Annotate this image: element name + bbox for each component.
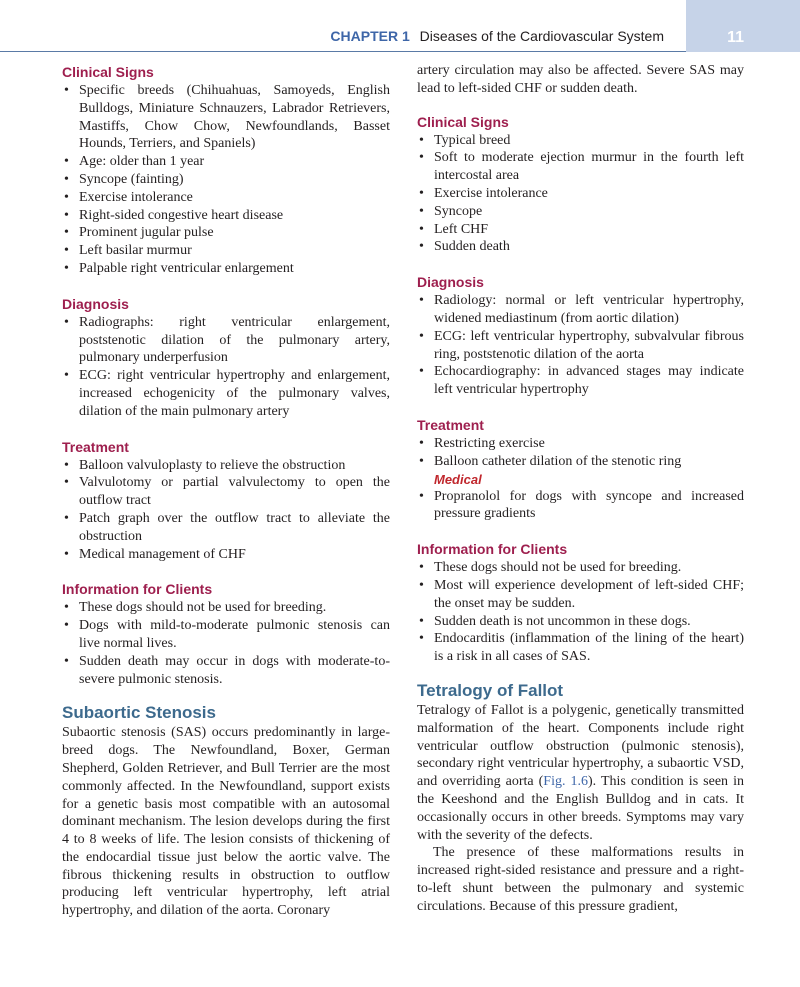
page-number-tab [686, 0, 800, 52]
subaortic-stenosis-paragraph: Subaortic stenosis (SAS) occurs predominantly in large-breed dogs. The Newfoundland, Boxer, German Shepherd, Golden Retriever, and Bull Terrier are the most commonly affected. In the Newfoundland, support exists for a genetic basis most compatible with an autosomal dominant mechanism. The lesion develops during the first 4 to 8 weeks of life. The lesion consists of thickening of the endocardial tissue just below the aortic valve. The fibrous thickening results in obstruction to outflow producing left ventricular hypertrophy, left atrial hypertrophy, and dilation of the aorta. Coronary [62, 725, 390, 919]
medical-label: Medical [434, 471, 482, 487]
list-item: • Medical management of CHF [62, 546, 390, 564]
diagnosis-heading: Diagnosis [62, 295, 129, 312]
chapter-label: CHAPTER 1 [330, 28, 410, 44]
list-item: • Soft to moderate ejection murmur in the fourth left intercostal area [417, 149, 744, 185]
list-item: • Propranolol for dogs with syncope and increased pressure gradients [417, 488, 744, 524]
page-number: 11 [727, 29, 744, 46]
clinical-signs-list [62, 82, 390, 278]
list-item: • Syncope (fainting) [62, 171, 390, 189]
list-item: • Endocarditis (inflammation of the lining of the heart) is a risk in all cases of SAS. [417, 630, 744, 666]
list-item: • Right-sided congestive heart disease [62, 207, 390, 225]
list-item [417, 453, 744, 488]
list-item: • Balloon valvuloplasty to relieve the obstruction [62, 457, 390, 475]
subaortic-stenosis-heading: Subaortic Stenosis [62, 703, 216, 723]
list-item: • Sudden death may occur in dogs with moderate-to-severe pulmonic stenosis. [62, 653, 390, 689]
diagnosis-heading: Diagnosis [417, 274, 484, 291]
tof-text-after: ). This condition is seen in the Keeshond and the English Bulldog and in cats. It occasionally occurs in other breeds. Symptoms may vary with the severity of the defects. [417, 774, 744, 843]
treatment-list [417, 435, 744, 523]
tetralogy-paragraph-1 [417, 702, 744, 844]
list-item: • These dogs should not be used for breeding. [417, 559, 744, 577]
list-item: • Left CHF [417, 221, 744, 239]
right-column [417, 62, 744, 915]
clinical-signs-heading: Clinical Signs [62, 64, 154, 80]
header-rule [0, 51, 686, 52]
list-item: • Prominent jugular pulse [62, 224, 390, 242]
info-clients-list [417, 559, 744, 666]
figure-reference-link[interactable]: Fig. 1.6 [543, 774, 589, 790]
list-item: • Specific breeds (Chihuahuas, Samoyeds, English Bulldogs, Miniature Schnauzers, Labrador Retrievers, Mastiffs, Chow Chow, Newfoundlands, Basset Hounds, Terriers, and Spaniels) [62, 82, 390, 153]
list-item: • Palpable right ventricular enlargement [62, 260, 390, 278]
list-item: • Most will experience development of left-sided CHF; the onset may be sudden. [417, 577, 744, 613]
list-item: • Exercise intolerance [417, 185, 744, 203]
left-column [62, 62, 390, 920]
list-item: • Age: older than 1 year [62, 153, 390, 171]
list-item: • Exercise intolerance [62, 189, 390, 207]
diagnosis-list [62, 314, 390, 421]
list-item: • Dogs with mild-to-moderate pulmonic stenosis can live normal lives. [62, 617, 390, 653]
treatment-text: Balloon catheter dilation of the stenotic ring [434, 453, 682, 469]
tetralogy-paragraph-2: The presence of these malformations results in increased right-sided resistance and pressure and a right-to-left shunt between the pulmonary and systemic circulations. Because of this pressure gradient, [417, 845, 744, 914]
info-clients-heading: Information for Clients [417, 541, 568, 558]
list-item: • These dogs should not be used for breeding. [62, 599, 390, 617]
list-item: • Valvulotomy or partial valvulectomy to open the outflow tract [62, 474, 390, 510]
continuation-paragraph: artery circulation may also be affected. Severe SAS may lead to left-sided CHF or sudden death. [417, 63, 744, 96]
list-item: • Patch graph over the outflow tract to alleviate the obstruction [62, 510, 390, 546]
clinical-signs-heading: Clinical Signs [417, 113, 509, 130]
list-item: • Radiographs: right ventricular enlargement, poststenotic dilation of the pulmonary artery, pulmonary underperfusion [62, 314, 390, 367]
list-item: • Syncope [417, 203, 744, 221]
list-item: • Typical breed [417, 132, 744, 150]
list-item: • Sudden death is not uncommon in these dogs. [417, 613, 744, 631]
diagnosis-list [417, 292, 744, 399]
clinical-signs-list [417, 132, 744, 257]
treatment-heading: Treatment [417, 416, 484, 433]
list-item: • ECG: right ventricular hypertrophy and enlargement, increased echogenicity of the pulmonary valves, dilation of the main pulmonary artery [62, 367, 390, 420]
treatment-list [62, 457, 390, 564]
list-item: • Radiology: normal or left ventricular hypertrophy, widened mediastinum (from aortic dilation) [417, 292, 744, 328]
treatment-heading: Treatment [62, 438, 129, 455]
info-clients-heading: Information for Clients [62, 581, 213, 598]
tetralogy-of-fallot-heading: Tetralogy of Fallot [417, 680, 564, 700]
info-clients-list [62, 599, 390, 688]
list-item: • Sudden death [417, 238, 744, 256]
list-item: • Echocardiography: in advanced stages may indicate left ventricular hypertrophy [417, 363, 744, 399]
list-item: • Left basilar murmur [62, 242, 390, 260]
running-header [0, 28, 686, 52]
list-item: • ECG: left ventricular hypertrophy, subvalvular fibrous ring, poststenotic dilation of the aorta [417, 328, 744, 364]
list-item: • Restricting exercise [417, 435, 744, 453]
chapter-title: Diseases of the Cardiovascular System [419, 28, 664, 44]
tof-text-before: Tetralogy of Fallot is a polygenic, genetically transmitted malformation of the heart. Components include right ventricular outflow obstruction (pulmonic stenosis), secondary right ventricular hypertrophy, a subaortic VSD, and overriding aorta ( [417, 702, 744, 790]
